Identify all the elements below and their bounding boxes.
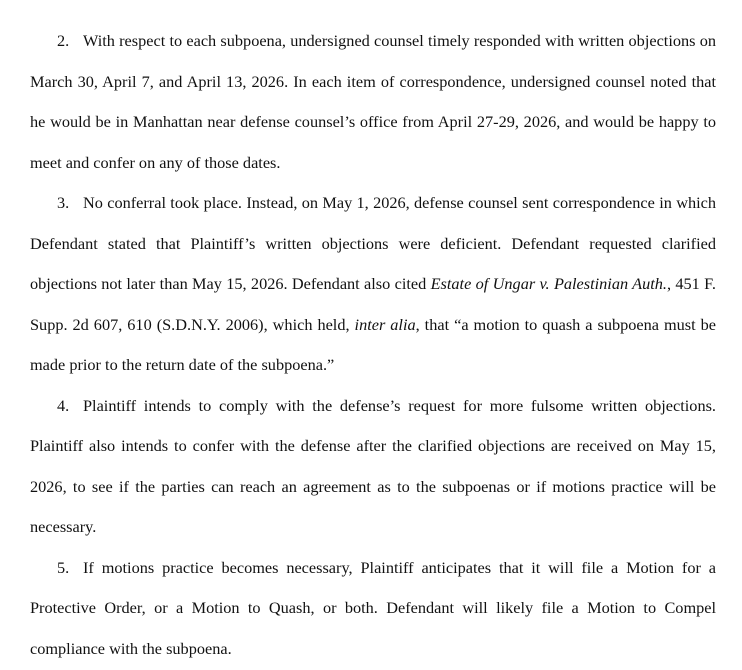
paragraph-number: 2.: [57, 31, 70, 50]
paragraph-number: 5.: [57, 557, 70, 577]
paragraph-5: [30, 548, 716, 670]
paragraph-number: 3.: [57, 193, 70, 212]
paragraph-text: If motions practice becomes necessary, Plaintiff anticipates that it will file a Motion for a Protective Order, or a Motion to Quash, or both. Defendant will likely file a Motion to Compel compliance with the subpoena.: [30, 557, 716, 658]
paragraph-text: No conferral took place. Instead, on May 1, 2026, defense counsel sent correspondence in which Defendant stated that Plaintiff’s written objections were deficient. Defendant requested clarified objections not later than May 15, 2026. Defendant also cited: [30, 193, 716, 293]
paragraph-3: [30, 183, 716, 386]
paragraph-number: 4.: [57, 395, 70, 415]
paragraph-2: [30, 21, 716, 183]
paragraph-text: , 451 F. Supp. 2d 607, 610 (S.D.N.Y. 2006), which held,: [30, 274, 716, 334]
paragraph-text: With respect to each subpoena, undersigned counsel timely responded with written objections on March 30, April 7, and April 13, 2026. In each item of correspondence, undersigned counsel noted that he would be in Manhattan near defense counsel’s office from April 27-29, 2026, and would be happy to meet and confer on any of those dates.: [30, 31, 716, 172]
paragraph-4: [30, 386, 716, 548]
case-citation-name: Estate of Ungar v. Palestinian Auth.: [430, 274, 667, 293]
document-page: [30, 21, 716, 669]
latin-phrase: inter alia: [354, 314, 416, 334]
paragraph-text: , that “a motion to quash a subpoena must be made prior to the return date of the subpoena.”: [30, 314, 716, 374]
paragraph-text: Plaintiff intends to comply with the defense’s request for more fulsome written objections. Plaintiff also intends to confer with the defense after the clarified objections are received on May 15, 2026, to see if the parties can reach an agreement as to the subpoenas or if motions practice will be necessary.: [30, 395, 716, 536]
